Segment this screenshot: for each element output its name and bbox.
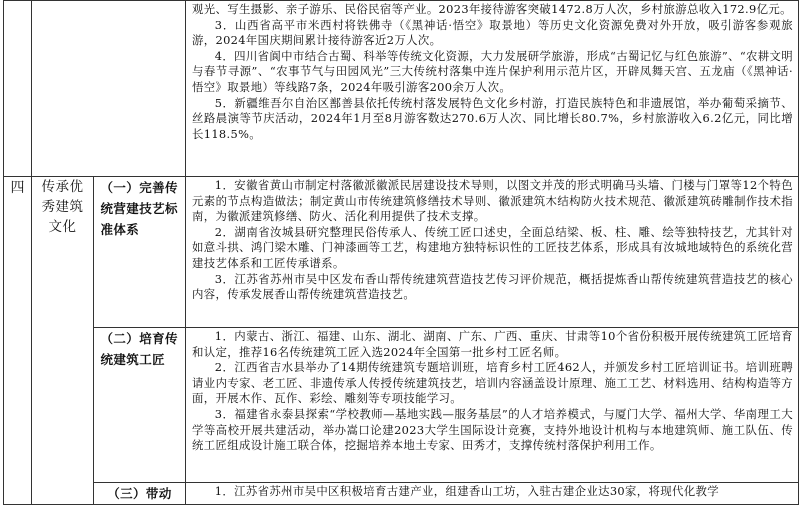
paragraph: 1．安徽省黄山市制定村落徽派徽派民居建设技术导则，以图文并茂的形式明确马头墙、门楼与门罩等12个特色元素的节点构造做法；制定黄山市传统建筑修缮技术导则、徽派建筑木结构防火技术规范、徽派建筑砖雕制作技术指南，为徽派建筑修缮、防火、活化利用提供了技术支撑。 — [192, 178, 793, 224]
subsection-title-cell — [94, 328, 186, 483]
paragraph: 3．江苏省苏州市吴中区发布香山帮传统建筑营造技艺传习评价规范，概括提炼香山帮传统建筑营造技艺的核心内容，传承发展香山帮传统建筑营造技艺。 — [192, 271, 793, 302]
content-cell-top — [186, 1, 799, 177]
empty-number-cell — [4, 1, 32, 177]
subsection-title-cell — [94, 177, 186, 328]
section-number-cell — [4, 177, 32, 505]
paragraph: 1．江苏省苏州市吴中区积极培育古建产业，组建香山工坊，入驻古建企业达30家，将现代化教学 — [214, 484, 719, 498]
table-row-subsection-2 — [4, 328, 799, 483]
document-table — [3, 0, 799, 505]
paragraph: 5．新疆维吾尔自治区鄯善县依托传统村落发展特色文化乡村游，打造民族特色和非遗展馆，举办葡萄采摘节、丝路晨演等节庆活动，2024年1月至8月游客数达270.6万人次、同比增长80.7%，乡村旅游收入6.2亿元，同比增长118.5%。 — [192, 95, 793, 141]
section-category-cell — [32, 177, 94, 505]
table-row-top — [4, 1, 799, 177]
section-category: 传承优秀建筑文化 — [41, 179, 84, 235]
paragraph: 2．江西省吉水县举办了14期传统建筑专题培训班，培育乡村工匠462人，并颁发乡村工匠培训证书。培训班聘请业内专家、老工匠、非遗传承人传授传统建筑技艺，培训内容涵盖设计原理、施工工艺、材料选用、结构构造等方面，开展木作、瓦作、彩绘、雕刻等专项技能学习。 — [192, 360, 793, 406]
paragraph: 观光、写生摄影、亲子游乐、民俗民宿等产业。2023年接待游客突破1472.8万人次，乡村旅游总收入172.9亿元。 — [192, 2, 792, 16]
paragraph: 1．内蒙古、浙江、福建、山东、湖北、湖南、广东、广西、重庆、甘肃等10个省份积极开展传统建筑工匠培育和认定，推荐16名传统建筑工匠入选2024年全国第一批乡村工匠名师。 — [192, 329, 793, 359]
empty-category-cell — [32, 1, 186, 177]
subsection-title-cell — [94, 483, 186, 505]
content-cell — [186, 177, 799, 328]
paragraph: 3．福建省永泰县探索“学校教师—基地实践—服务基层”的人才培养模式，与厦门大学、福州大学、华南理工大学等高校开展共建活动，举办嵩口论建2023大学生国际设计竞赛，支持外地设计机构与本地建筑师、施工队伍、传统工匠组成设计施工联合体，挖掘培养本地土专家、田秀才，支撑传统村落保护利用工作。 — [192, 406, 793, 453]
section-number: 四 — [10, 180, 25, 196]
paragraph: 2．湖南省汝城县研究整理民俗传承人、传统工匠口述史，全面总结梁、板、柱、雕、绘等独特技艺，尤其针对如意斗拱、鸿门梁木雕、门神漆画等工艺，构建地方独特标识性的工匠技艺体系，形成具有汝城地域特色的系统化营建技艺体系和工匠传承谱系。 — [192, 224, 793, 270]
subsection-title: （一）完善传统营建技艺标准体系 — [100, 180, 178, 237]
content-cell — [186, 483, 799, 505]
content-cell — [186, 328, 799, 483]
paragraph: 3．山西省高平市米西村将铁佛寺（《黑神话·悟空》取景地）等历史文化资源免费对外开放，吸引游客参观旅游，2024年国庆期间累计接待游客近2万人次。 — [192, 17, 793, 48]
table-row-subsection-1 — [4, 177, 799, 328]
subsection-title: （三）带动 — [107, 486, 172, 501]
subsection-title: （二）培育传统建筑工匠 — [100, 331, 178, 367]
paragraph: 4．四川省阆中市结合古蜀、科举等传统文化资源，大力发展研学旅游，形成“古蜀记忆与红色旅游”、“农耕文明与春节寻源”、“农事节气与田园风光”三大传统村落集中连片保护利用示范片区，开辟凤舞天宫、五龙庙（《黑神话·悟空》取景地）等线路7条，2024年吸引游客200余万人次。 — [192, 48, 793, 94]
table-row-subsection-3 — [4, 483, 799, 505]
